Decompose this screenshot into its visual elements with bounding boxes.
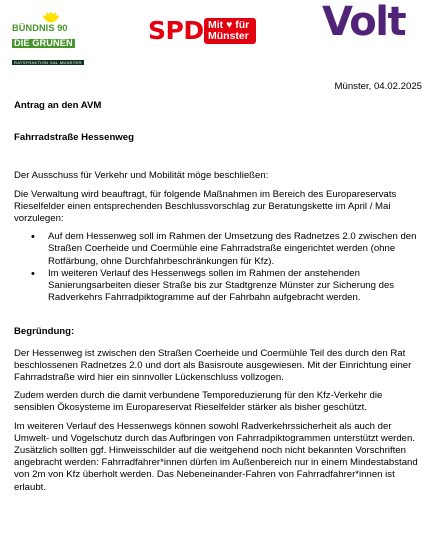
gruene-line1: BÜNDNIS 90 (12, 23, 68, 33)
gruene-subline: RATSFRAKTION GAL MÜNSTER (14, 60, 82, 65)
spd-claim-line1: Mit ♥ für (208, 19, 250, 31)
reason-paragraph: Zudem werden durch die damit verbundene Temporeduzierung für den Kfz-Verkehr die sensiblen Ökosysteme im Europareservat Rieselfelder stärker als bisher geschützt. (14, 390, 383, 414)
document-title: Fahrradstraße Hessenweg (14, 132, 134, 144)
gruene-logo (12, 14, 100, 65)
gruene-line2: DIE GRÜNEN (14, 38, 73, 48)
reason-paragraph: Im weiteren Verlauf des Hessenwegs können sowohl Radverkehrssicherheit als auch der Umwelt- und Vogelschutz durch das Aufbringen von Fahrradpiktogrammen unterstützt werden. Zusätzlich sollten ggf. Hinweisschilder auf die weitgehend noch nicht bekannten Vorschriften angebracht werden: Fahrradfahrer*innen dürfen im Außenbereich nur in einem Mindestabstand von 2m von Kfz überholt werden. Das Nebeneinander-Fahren von Fahrradfahrer*innen ist erlaubt. (14, 420, 418, 493)
spd-claim-box (204, 18, 256, 44)
list-item: • Im weiteren Verlauf des Hessenwegs sollen im Rahmen der anstehenden Sanierungsarbeiten dieser Straße bis zur Stadtgrenze Münster zur Sicherung des Radverkehrs Fahrradpiktogramme auf der Fahrbahn aufgebracht werden. (48, 268, 420, 305)
mandate-text: Die Verwaltung wird beauftragt, für folgende Maßnahmen im Bereich des Europareservats Rieselfelder einen entsprechenden Beschlussvorschlag zur Beratungskette im April / Mai vorzulegen: (14, 188, 397, 225)
document-date: Münster, 04.02.2025 (334, 81, 422, 92)
reason-heading: Begründung: (14, 326, 75, 338)
spd-logo (148, 14, 258, 48)
volt-logo: Volt (322, 0, 406, 45)
document-body (14, 80, 420, 494)
measures-list (14, 231, 420, 304)
spd-claim-line2: Münster (208, 30, 249, 42)
intro-text: Der Ausschuss für Verkehr und Mobilität möge beschließen: (14, 170, 269, 182)
addressee: Antrag an den AVM (14, 100, 102, 111)
reason-paragraph: Der Hessenweg ist zwischen den Straßen Coerheide und Coermühle Teil des durch den Rat beschlossenen Radnetzes 2.0 und dort als Basisroute ausgewiesen. Mit der Einrichtung einer Fahrradstraße wird hier ein sinnvoller Lückenschluss vollzogen. (14, 347, 412, 384)
header-logos (0, 0, 428, 65)
spd-wordmark: SPD (148, 16, 204, 45)
list-item: • Auf dem Hessenweg soll im Rahmen der Umsetzung des Radnetzes 2.0 zwischen den Straßen Coerheide und Coermühle eine Fahrradstraße eingerichtet werden (ohne Rotfärbung, ohne Durchfahrbeschränkungen für Kfz). (48, 231, 420, 268)
